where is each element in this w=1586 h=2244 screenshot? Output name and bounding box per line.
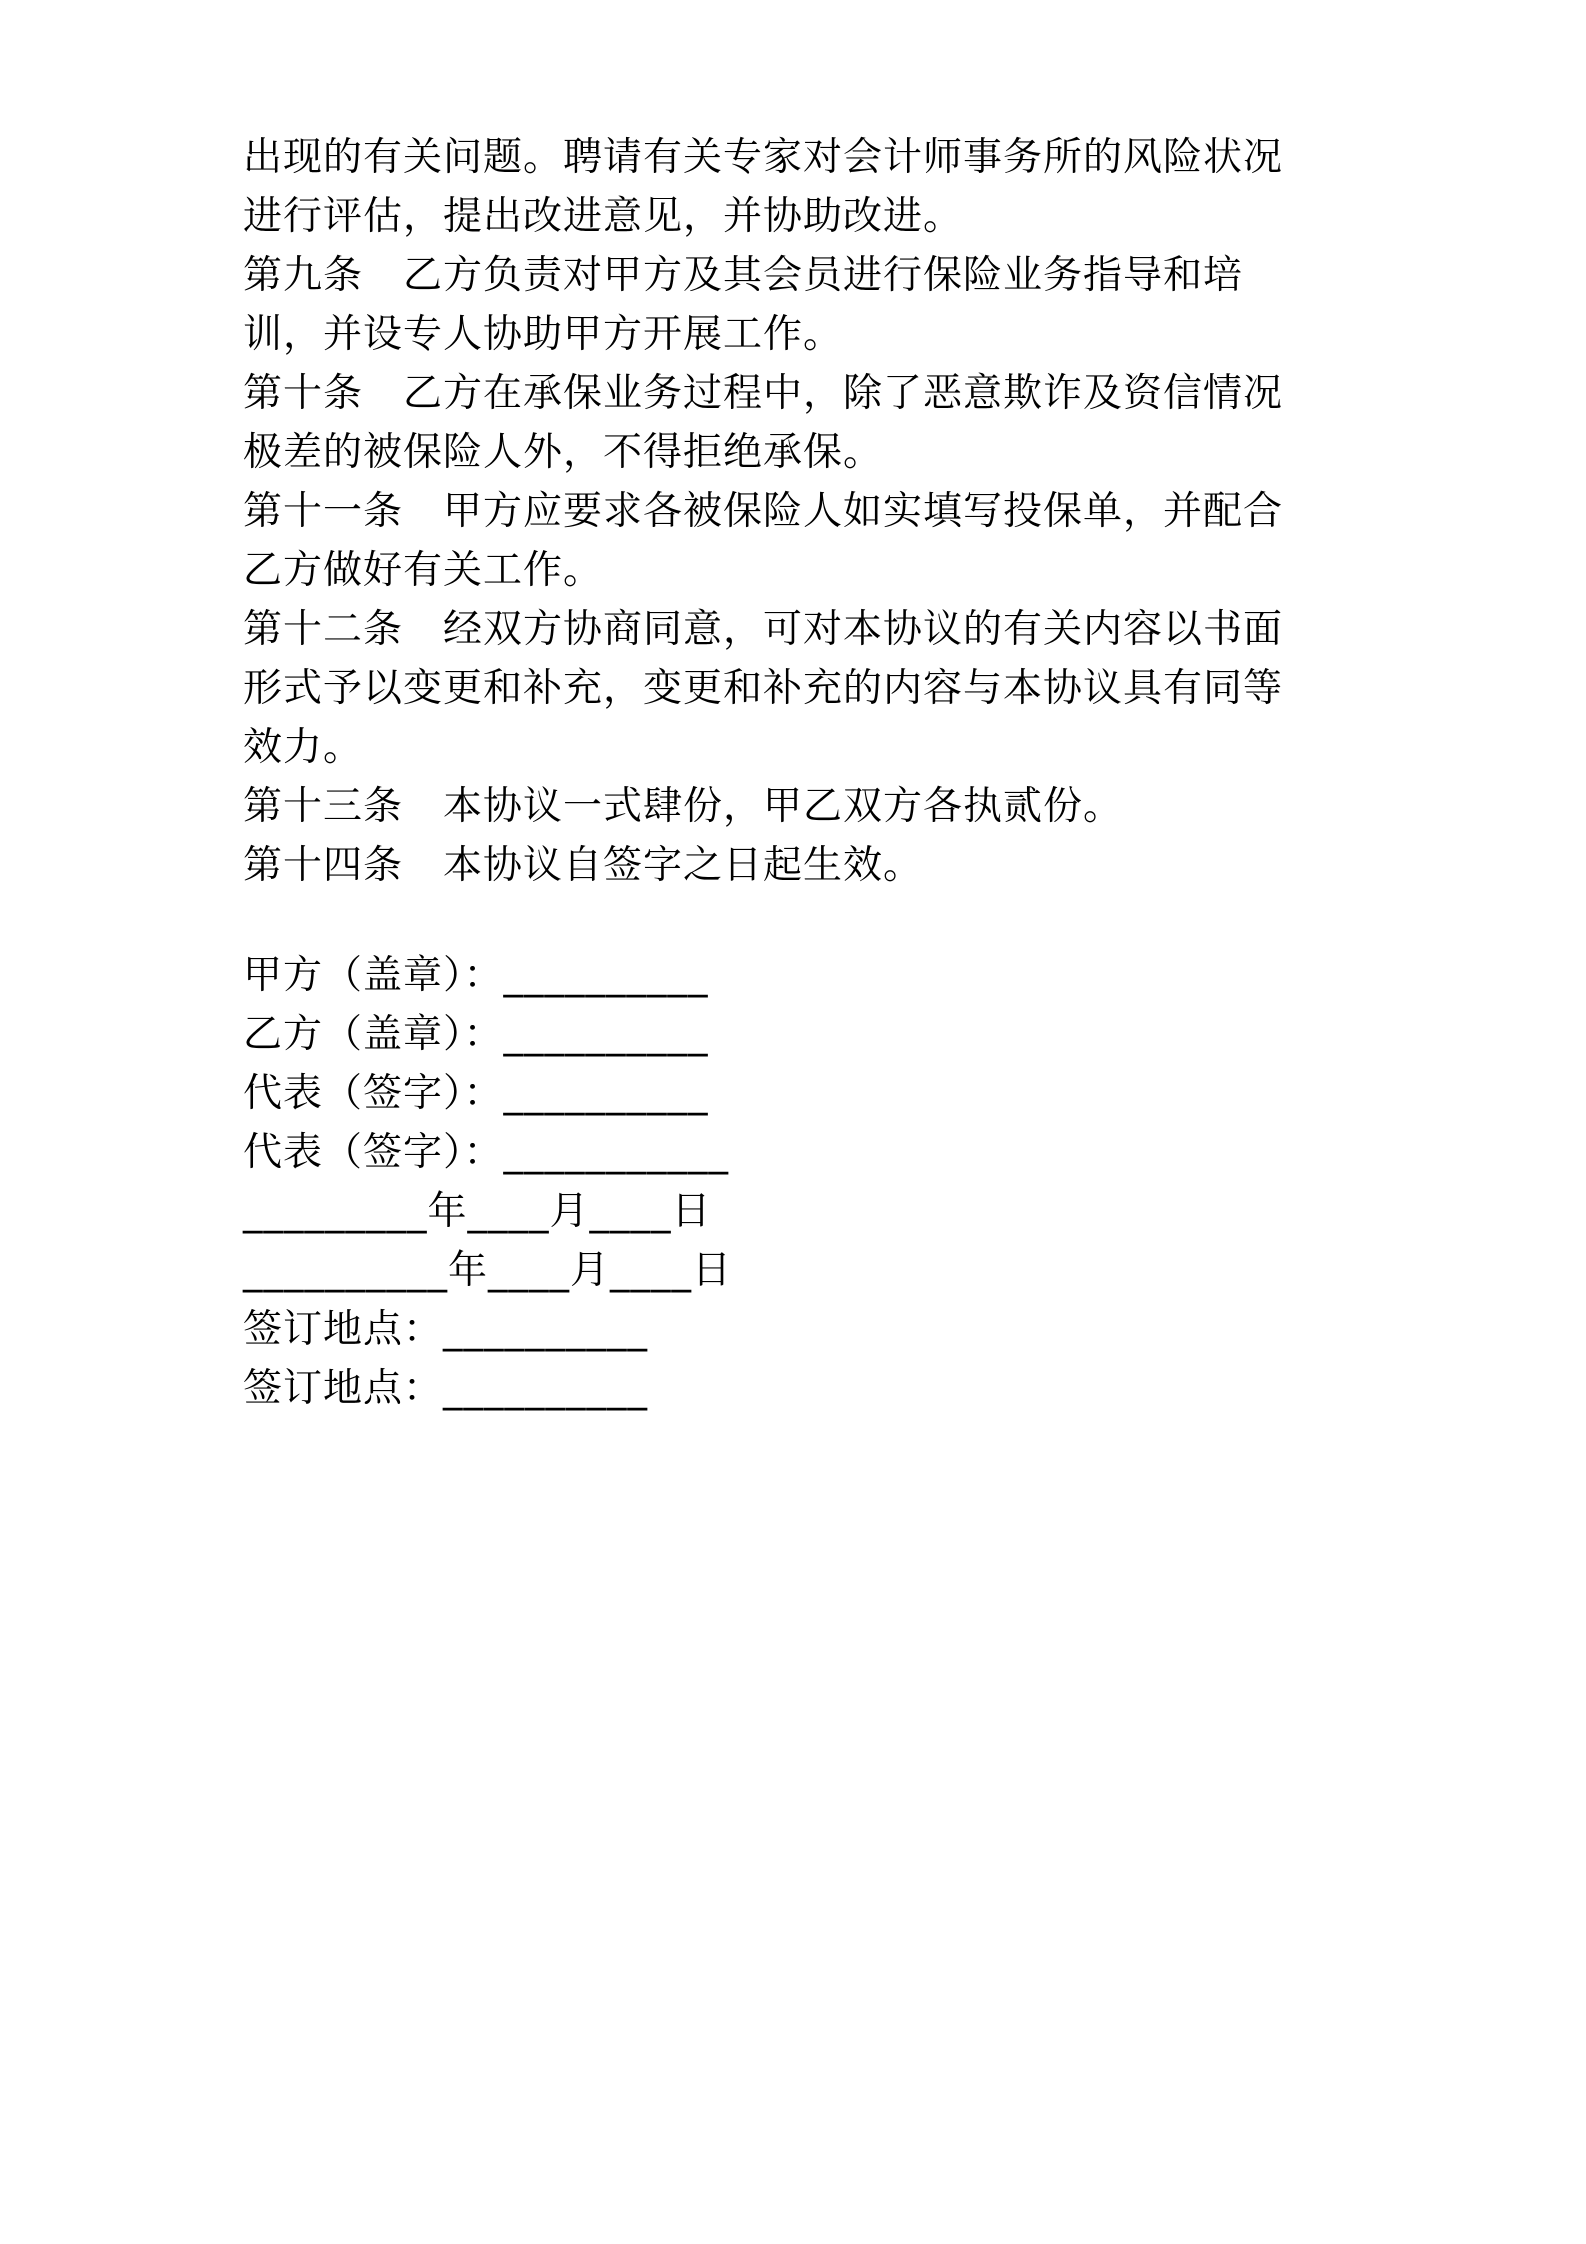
clause-13 (243, 775, 1123, 839)
clause-9 (243, 244, 1243, 308)
signing-location-line (243, 1357, 648, 1421)
clause-14 (243, 834, 923, 898)
body-line (243, 185, 963, 249)
text: 签订地点：__________ (243, 1366, 649, 1411)
party-b-seal-line (243, 1003, 709, 1067)
date-line (243, 1239, 732, 1303)
representative-signature-line (243, 1062, 709, 1126)
body-line (243, 716, 363, 780)
date-line (243, 1180, 712, 1244)
text: 甲方（盖章）：__________ (243, 953, 709, 998)
text: 极差的被保险人外，不得拒绝承保。 (243, 430, 884, 475)
text: 乙方做好有关工作。 (243, 548, 604, 593)
text: 签订地点：__________ (243, 1307, 649, 1352)
text: 第九条 乙方负责对甲方及其会员进行保险业务指导和培 (243, 253, 1244, 298)
text: 第十条 乙方在承保业务过程中，除了恶意欺诈及资信情况 (243, 371, 1284, 416)
clause-10 (243, 362, 1283, 426)
text: 第十二条 经双方协商同意，可对本协议的有关内容以书面 (243, 607, 1284, 652)
body-line (243, 421, 883, 485)
text: 训，并设专人协助甲方开展工作。 (243, 312, 844, 357)
body-line (243, 657, 1283, 721)
text: 第十一条 甲方应要求各被保险人如实填写投保单，并配合 (243, 489, 1284, 534)
signing-location-line (243, 1298, 648, 1362)
body-line (243, 126, 1283, 190)
party-a-seal-line (243, 944, 709, 1008)
text: 出现的有关问题。聘请有关专家对会计师事务所的风险状况 (243, 135, 1284, 180)
text: _________年____月____日 (243, 1189, 712, 1234)
text: 第十三条 本协议一式肆份，甲乙双方各执贰份。 (243, 784, 1124, 829)
text: 效力。 (243, 725, 364, 770)
representative-signature-line (243, 1121, 729, 1185)
body-line (243, 303, 843, 367)
text: 乙方（盖章）：__________ (243, 1012, 709, 1057)
text: 第十四条 本协议自签字之日起生效。 (243, 843, 924, 888)
clause-11 (243, 480, 1283, 544)
text: 代表（签字）：__________ (243, 1071, 709, 1116)
clause-12 (243, 598, 1283, 662)
text: __________年____月____日 (243, 1248, 733, 1293)
body-line (243, 539, 603, 603)
text: 形式予以变更和补充，变更和补充的内容与本协议具有同等 (243, 666, 1284, 711)
text: 代表（签字）：___________ (243, 1130, 730, 1175)
text: 进行评估，提出改进意见，并协助改进。 (243, 194, 964, 239)
